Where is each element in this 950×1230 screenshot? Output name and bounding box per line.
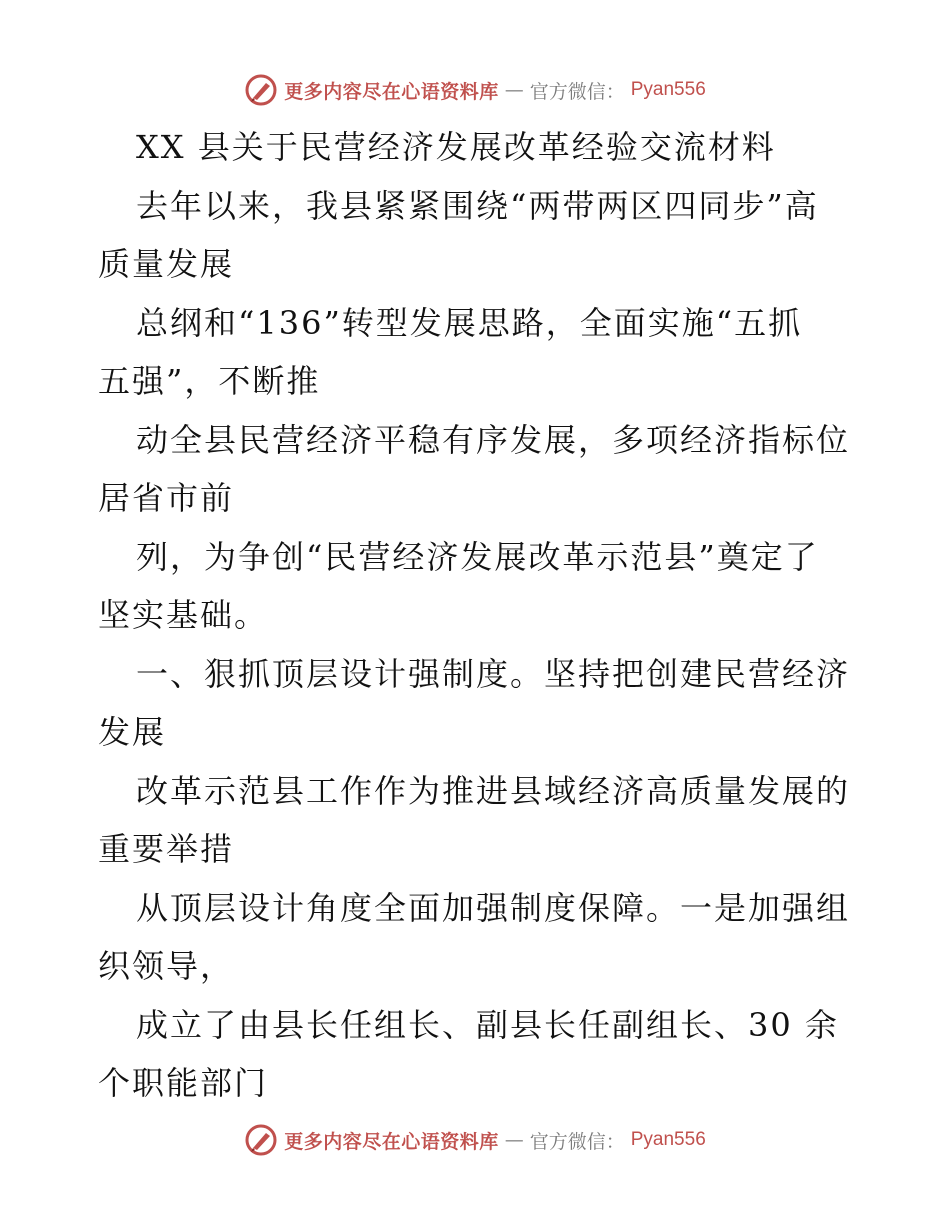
- text-line: 成立了由县长任组长、副县长任副组长、30 余: [136, 1005, 839, 1044]
- watermark-text: 更多内容尽在心语资料库: [284, 1130, 499, 1153]
- watermark-wechat-id: Pyan556: [630, 79, 706, 100]
- text-line: 动全县民营经济平稳有序发展，多项经济指标位: [136, 420, 851, 459]
- pen-logo-icon: [244, 1123, 278, 1157]
- text-line: 坚实基础。: [98, 596, 269, 634]
- watermark-separator: —: [504, 1129, 524, 1151]
- text-line: 五强”，不断推: [98, 362, 321, 400]
- pen-logo-icon: [244, 73, 278, 107]
- text-line: 织领导，: [98, 947, 235, 985]
- watermark-wechat-id: Pyan556: [630, 1129, 706, 1150]
- watermark-wechat-label: 官方微信：: [529, 80, 625, 103]
- text-line: 重要举措: [98, 830, 235, 868]
- text-line: 居省市前: [98, 479, 235, 517]
- document-title: XX 县关于民营经济发展改革经验交流材料: [136, 128, 776, 166]
- text-line: 去年以来，我县紧紧围绕“两带两区四同步”高: [136, 186, 819, 225]
- text-line: 改革示范县工作作为推进县域经济高质量发展的: [136, 771, 851, 810]
- footer-watermark: [0, 1120, 950, 1160]
- text-line: 个职能部门: [98, 1064, 269, 1102]
- document-body: [98, 118, 858, 1113]
- text-line: 从顶层设计角度全面加强制度保障。一是加强组: [136, 888, 851, 927]
- header-watermark: [0, 70, 950, 110]
- text-line: 列，为争创“民营经济发展改革示范县”奠定了: [136, 537, 819, 576]
- text-line: 质量发展: [98, 245, 235, 283]
- section-heading-line: 一、狠抓顶层设计强制度。坚持把创建民营经济: [136, 654, 851, 693]
- watermark-wechat-label: 官方微信：: [529, 1130, 625, 1153]
- text-line: 总纲和“136”转型发展思路，全面实施“五抓: [136, 303, 803, 342]
- watermark-separator: —: [504, 79, 524, 101]
- text-line: 发展: [98, 713, 167, 751]
- watermark-text: 更多内容尽在心语资料库: [284, 80, 499, 103]
